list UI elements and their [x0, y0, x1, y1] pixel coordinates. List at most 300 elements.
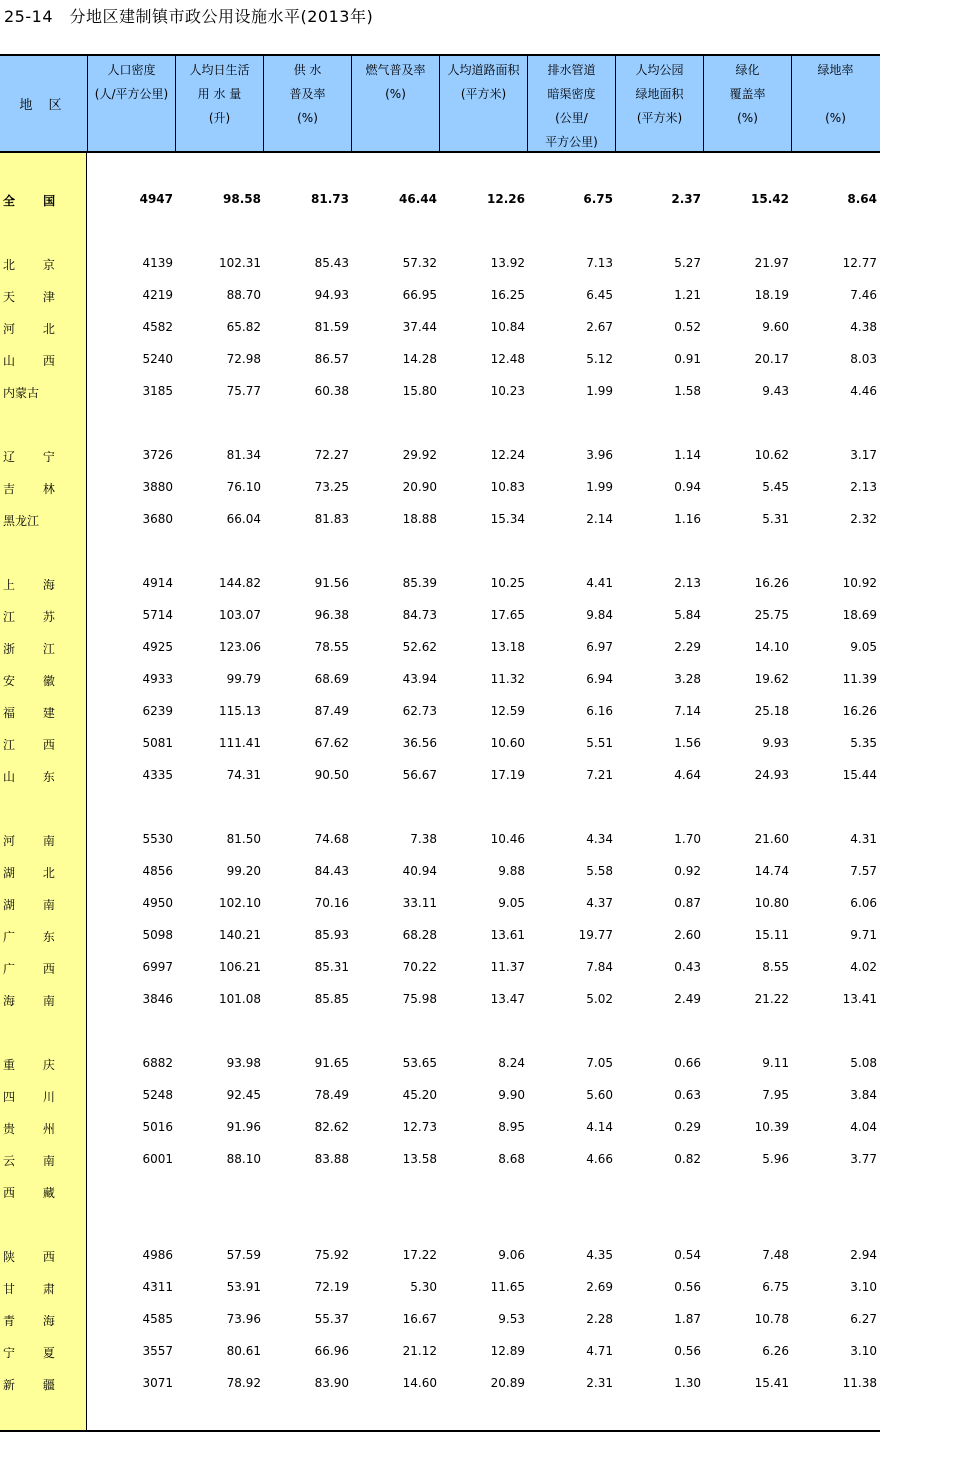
region-name: 福 建 [3, 706, 67, 720]
cell-value: 3880 [142, 480, 173, 494]
cell-value: 16.26 [754, 576, 789, 590]
cell-value: 75.98 [402, 992, 437, 1006]
cell-value: 14.10 [754, 640, 789, 654]
header-column-3 [263, 56, 351, 151]
cell-value: 85.85 [314, 992, 349, 1006]
cell-value: 16.26 [842, 704, 877, 718]
cell-value: 123.06 [219, 640, 261, 654]
cell-value: 0.91 [674, 352, 701, 366]
cell-value: 4.34 [586, 832, 613, 846]
cell-value: 5530 [142, 832, 173, 846]
cell-value: 84.43 [314, 864, 349, 878]
cell-value: 81.59 [314, 320, 349, 334]
cell-value: 99.79 [226, 672, 261, 686]
cell-value: 4914 [142, 576, 173, 590]
table-row [0, 992, 880, 1012]
cell-value: 9.71 [850, 928, 877, 942]
cell-value: 2.29 [674, 640, 701, 654]
cell-value: 56.67 [402, 768, 437, 782]
cell-value: 11.39 [842, 672, 877, 686]
cell-value: 140.21 [219, 928, 261, 942]
table-row [0, 512, 880, 532]
cell-value: 1.30 [674, 1376, 701, 1390]
cell-value: 60.38 [314, 384, 349, 398]
cell-value: 19.62 [754, 672, 789, 686]
cell-value: 2.32 [850, 512, 877, 526]
cell-value: 7.14 [674, 704, 701, 718]
table-row [0, 768, 880, 788]
cell-value: 55.37 [314, 1312, 349, 1326]
cell-value: 2.13 [674, 576, 701, 590]
header-line: 绿地率 [817, 63, 854, 77]
cell-value: 5.60 [586, 1088, 613, 1102]
cell-value: 6001 [142, 1152, 173, 1166]
cell-value: 81.83 [314, 512, 349, 526]
cell-value: 57.32 [402, 256, 437, 270]
cell-value: 7.57 [850, 864, 877, 878]
header-line: 燃气普及率 [365, 63, 426, 77]
cell-value: 12.59 [490, 704, 525, 718]
cell-value: 3.28 [674, 672, 701, 686]
cell-value: 106.21 [219, 960, 261, 974]
region-name: 湖 南 [3, 898, 67, 912]
region-name: 云 南 [3, 1154, 67, 1168]
table-row [0, 896, 880, 916]
cell-value: 0.66 [674, 1056, 701, 1070]
cell-value: 12.26 [487, 192, 525, 206]
region-column [0, 153, 87, 1430]
header-line: (升) [208, 111, 231, 125]
table-row [0, 192, 880, 212]
cell-value: 0.94 [674, 480, 701, 494]
region-name: 山 西 [3, 354, 67, 368]
cell-value: 3726 [142, 448, 173, 462]
cell-value: 13.18 [490, 640, 525, 654]
cell-value: 10.23 [490, 384, 525, 398]
table-row [0, 672, 880, 692]
cell-value: 3.77 [850, 1152, 877, 1166]
table-row [0, 1312, 880, 1332]
cell-value: 115.13 [219, 704, 261, 718]
table-row [0, 1088, 880, 1108]
cell-value: 10.62 [754, 448, 789, 462]
cell-value: 17.22 [402, 1248, 437, 1262]
cell-value: 90.50 [314, 768, 349, 782]
cell-value: 5.96 [762, 1152, 789, 1166]
region-name: 上 海 [3, 578, 67, 592]
cell-value: 2.49 [674, 992, 701, 1006]
cell-value: 83.90 [314, 1376, 349, 1390]
region-name: 海 南 [3, 994, 67, 1008]
header-line: 人口密度 [107, 63, 156, 77]
cell-value: 68.28 [402, 928, 437, 942]
cell-value: 4582 [142, 320, 173, 334]
cell-value: 66.95 [402, 288, 437, 302]
cell-value: 74.31 [226, 768, 261, 782]
cell-value: 15.11 [754, 928, 789, 942]
cell-value: 36.56 [402, 736, 437, 750]
region-name: 内蒙古 [3, 386, 40, 400]
cell-value: 0.56 [674, 1280, 701, 1294]
cell-value: 12.77 [842, 256, 877, 270]
cell-value: 21.60 [754, 832, 789, 846]
header-column-7 [615, 56, 703, 151]
cell-value: 94.93 [314, 288, 349, 302]
cell-value: 0.82 [674, 1152, 701, 1166]
table-row [0, 928, 880, 948]
table-row [0, 256, 880, 276]
region-name: 重 庆 [3, 1058, 67, 1072]
cell-value: 4.64 [674, 768, 701, 782]
table-row [0, 1280, 880, 1300]
cell-value: 74.68 [314, 832, 349, 846]
cell-value: 2.14 [586, 512, 613, 526]
header-line: 排水管道 [547, 63, 596, 77]
cell-value: 88.10 [226, 1152, 261, 1166]
cell-value: 10.83 [490, 480, 525, 494]
cell-value: 0.56 [674, 1344, 701, 1358]
cell-value: 46.44 [399, 192, 437, 206]
cell-value: 4.31 [850, 832, 877, 846]
cell-value: 82.62 [314, 1120, 349, 1134]
cell-value: 45.20 [402, 1088, 437, 1102]
header-region: 地 区 [19, 98, 68, 113]
table-row [0, 352, 880, 372]
region-name: 甘 肃 [3, 1282, 67, 1296]
cell-value: 5098 [142, 928, 173, 942]
cell-value: 5016 [142, 1120, 173, 1134]
cell-value: 4.04 [850, 1120, 877, 1134]
cell-value: 62.73 [402, 704, 437, 718]
cell-value: 101.08 [219, 992, 261, 1006]
cell-value: 53.65 [402, 1056, 437, 1070]
cell-value: 4.46 [850, 384, 877, 398]
cell-value: 98.58 [223, 192, 261, 206]
cell-value: 10.25 [490, 576, 525, 590]
cell-value: 19.77 [578, 928, 613, 942]
cell-value: 11.37 [490, 960, 525, 974]
region-name: 河 南 [3, 834, 67, 848]
header-line: 绿地面积 [635, 87, 684, 101]
cell-value: 78.49 [314, 1088, 349, 1102]
header-line: 普及率 [289, 87, 326, 101]
cell-value: 144.82 [219, 576, 261, 590]
cell-value: 91.96 [226, 1120, 261, 1134]
table-row [0, 864, 880, 884]
region-name: 青 海 [3, 1314, 67, 1328]
cell-value: 3680 [142, 512, 173, 526]
cell-value: 6.75 [583, 192, 613, 206]
cell-value: 2.13 [850, 480, 877, 494]
cell-value: 9.11 [762, 1056, 789, 1070]
table-row [0, 448, 880, 468]
cell-value: 43.94 [402, 672, 437, 686]
table-row [0, 576, 880, 596]
cell-value: 4335 [142, 768, 173, 782]
header-line: (%) [385, 87, 406, 101]
cell-value: 91.65 [314, 1056, 349, 1070]
cell-value: 85.31 [314, 960, 349, 974]
cell-value: 10.92 [842, 576, 877, 590]
table-row [0, 288, 880, 308]
cell-value: 68.69 [314, 672, 349, 686]
cell-value: 7.48 [762, 1248, 789, 1262]
cell-value: 5081 [142, 736, 173, 750]
table-row [0, 1376, 880, 1396]
cell-value: 83.88 [314, 1152, 349, 1166]
cell-value: 14.60 [402, 1376, 437, 1390]
region-name: 西 藏 [3, 1186, 67, 1200]
cell-value: 4219 [142, 288, 173, 302]
cell-value: 24.93 [754, 768, 789, 782]
cell-value: 25.75 [754, 608, 789, 622]
region-name: 江 西 [3, 738, 67, 752]
cell-value: 2.31 [586, 1376, 613, 1390]
cell-value: 6.27 [850, 1312, 877, 1326]
cell-value: 67.62 [314, 736, 349, 750]
cell-value: 7.38 [410, 832, 437, 846]
cell-value: 0.87 [674, 896, 701, 910]
cell-value: 5.84 [674, 608, 701, 622]
cell-value: 10.80 [754, 896, 789, 910]
cell-value: 9.93 [762, 736, 789, 750]
cell-value: 9.60 [762, 320, 789, 334]
region-name: 辽 宁 [3, 450, 67, 464]
table-row [0, 384, 880, 404]
header-line: 用 水 量 [197, 87, 242, 101]
cell-value: 96.38 [314, 608, 349, 622]
cell-value: 8.03 [850, 352, 877, 366]
region-name: 贵 州 [3, 1122, 67, 1136]
cell-value: 15.80 [402, 384, 437, 398]
region-name: 湖 北 [3, 866, 67, 880]
cell-value: 40.94 [402, 864, 437, 878]
cell-value: 4.37 [586, 896, 613, 910]
cell-value: 3.10 [850, 1344, 877, 1358]
table-row [0, 640, 880, 660]
header-line: (平方米) [460, 87, 507, 101]
cell-value: 16.67 [402, 1312, 437, 1326]
cell-value: 15.34 [490, 512, 525, 526]
cell-value: 9.05 [850, 640, 877, 654]
cell-value: 66.96 [314, 1344, 349, 1358]
cell-value: 1.14 [674, 448, 701, 462]
cell-value: 10.46 [490, 832, 525, 846]
cell-value: 4311 [142, 1280, 173, 1294]
cell-value: 4.38 [850, 320, 877, 334]
cell-value: 70.16 [314, 896, 349, 910]
cell-value: 5.35 [850, 736, 877, 750]
cell-value: 1.21 [674, 288, 701, 302]
cell-value: 2.60 [674, 928, 701, 942]
cell-value: 6.06 [850, 896, 877, 910]
cell-value: 87.49 [314, 704, 349, 718]
cell-value: 18.69 [842, 608, 877, 622]
cell-value: 81.73 [311, 192, 349, 206]
header-column-5 [439, 56, 527, 151]
cell-value: 86.57 [314, 352, 349, 366]
cell-value: 2.69 [586, 1280, 613, 1294]
cell-value: 9.06 [498, 1248, 525, 1262]
cell-value: 7.46 [850, 288, 877, 302]
cell-value: 25.18 [754, 704, 789, 718]
cell-value: 75.92 [314, 1248, 349, 1262]
cell-value: 2.28 [586, 1312, 613, 1326]
cell-value: 6.97 [586, 640, 613, 654]
cell-value: 81.34 [226, 448, 261, 462]
cell-value: 88.70 [226, 288, 261, 302]
table-row [0, 320, 880, 340]
region-name: 河 北 [3, 322, 67, 336]
cell-value: 0.63 [674, 1088, 701, 1102]
cell-value: 0.92 [674, 864, 701, 878]
cell-value: 3.96 [586, 448, 613, 462]
header-line: 平方公里) [545, 135, 598, 149]
cell-value: 5714 [142, 608, 173, 622]
region-name: 北 京 [3, 258, 67, 272]
cell-value: 20.17 [754, 352, 789, 366]
cell-value: 85.39 [402, 576, 437, 590]
header-line: (平方米) [636, 111, 683, 125]
cell-value: 21.12 [402, 1344, 437, 1358]
cell-value: 4856 [142, 864, 173, 878]
cell-value: 5.58 [586, 864, 613, 878]
cell-value: 11.65 [490, 1280, 525, 1294]
header-line: (%) [297, 111, 318, 125]
table-row [0, 1184, 880, 1204]
cell-value: 8.95 [498, 1120, 525, 1134]
header-line: 暗渠密度 [547, 87, 596, 101]
cell-value: 52.62 [402, 640, 437, 654]
region-name: 山 东 [3, 770, 67, 784]
cell-value: 4947 [139, 192, 173, 206]
cell-value: 5.12 [586, 352, 613, 366]
header-column-8 [703, 56, 791, 151]
cell-value: 57.59 [226, 1248, 261, 1262]
header-line [792, 82, 879, 106]
cell-value: 73.96 [226, 1312, 261, 1326]
cell-value: 8.55 [762, 960, 789, 974]
cell-value: 3185 [142, 384, 173, 398]
cell-value: 70.22 [402, 960, 437, 974]
header-column-9 [791, 56, 879, 151]
cell-value: 15.41 [754, 1376, 789, 1390]
cell-value: 6.45 [586, 288, 613, 302]
cell-value: 12.24 [490, 448, 525, 462]
cell-value: 76.10 [226, 480, 261, 494]
cell-value: 11.32 [490, 672, 525, 686]
table-row [0, 1248, 880, 1268]
header-line: 人均道路面积 [447, 63, 520, 77]
header-line: (%) [737, 111, 758, 125]
cell-value: 7.21 [586, 768, 613, 782]
cell-value: 0.29 [674, 1120, 701, 1134]
region-name: 黑龙江 [3, 514, 40, 528]
table-row [0, 608, 880, 628]
table-row [0, 1056, 880, 1076]
cell-value: 80.61 [226, 1344, 261, 1358]
cell-value: 2.67 [586, 320, 613, 334]
table-row [0, 832, 880, 852]
cell-value: 4.14 [586, 1120, 613, 1134]
cell-value: 0.52 [674, 320, 701, 334]
cell-value: 81.50 [226, 832, 261, 846]
cell-value: 5.31 [762, 512, 789, 526]
cell-value: 13.61 [490, 928, 525, 942]
cell-value: 1.87 [674, 1312, 701, 1326]
cell-value: 72.27 [314, 448, 349, 462]
cell-value: 6882 [142, 1056, 173, 1070]
cell-value: 12.89 [490, 1344, 525, 1358]
cell-value: 8.68 [498, 1152, 525, 1166]
header-line: 人均日生活 [189, 63, 250, 77]
cell-value: 9.90 [498, 1088, 525, 1102]
cell-value: 6.26 [762, 1344, 789, 1358]
cell-value: 9.53 [498, 1312, 525, 1326]
cell-value: 0.54 [674, 1248, 701, 1262]
table-row [0, 480, 880, 500]
header-line: (人/平方公里) [94, 87, 169, 101]
cell-value: 102.31 [219, 256, 261, 270]
cell-value: 10.39 [754, 1120, 789, 1134]
cell-value: 4585 [142, 1312, 173, 1326]
cell-value: 13.58 [402, 1152, 437, 1166]
cell-value: 5.30 [410, 1280, 437, 1294]
cell-value: 9.88 [498, 864, 525, 878]
cell-value: 13.47 [490, 992, 525, 1006]
cell-value: 16.25 [490, 288, 525, 302]
cell-value: 5240 [142, 352, 173, 366]
cell-value: 75.77 [226, 384, 261, 398]
cell-value: 20.89 [490, 1376, 525, 1390]
header-line: 人均公园 [635, 63, 684, 77]
cell-value: 85.93 [314, 928, 349, 942]
cell-value: 14.28 [402, 352, 437, 366]
cell-value: 10.84 [490, 320, 525, 334]
region-name: 吉 林 [3, 482, 67, 496]
cell-value: 3071 [142, 1376, 173, 1390]
header-column-2 [175, 56, 263, 151]
cell-value: 12.48 [490, 352, 525, 366]
header-column-1 [87, 56, 175, 151]
cell-value: 9.43 [762, 384, 789, 398]
cell-value: 103.07 [219, 608, 261, 622]
cell-value: 78.92 [226, 1376, 261, 1390]
region-name: 浙 江 [3, 642, 67, 656]
region-name: 宁 夏 [3, 1346, 67, 1360]
cell-value: 10.78 [754, 1312, 789, 1326]
cell-value: 5.02 [586, 992, 613, 1006]
cell-value: 4986 [142, 1248, 173, 1262]
header-line: 绿化 [735, 63, 760, 77]
cell-value: 15.44 [842, 768, 877, 782]
cell-value: 4933 [142, 672, 173, 686]
cell-value: 1.99 [586, 384, 613, 398]
cell-value: 1.16 [674, 512, 701, 526]
cell-value: 4.41 [586, 576, 613, 590]
cell-value: 93.98 [226, 1056, 261, 1070]
cell-value: 4925 [142, 640, 173, 654]
cell-value: 13.92 [490, 256, 525, 270]
table-row [0, 960, 880, 980]
region-name: 江 苏 [3, 610, 67, 624]
cell-value: 37.44 [402, 320, 437, 334]
cell-value: 3557 [142, 1344, 173, 1358]
header-line: 供 水 [293, 63, 322, 77]
region-name: 全 国 [3, 194, 68, 208]
cell-value: 72.19 [314, 1280, 349, 1294]
cell-value: 12.73 [402, 1120, 437, 1134]
